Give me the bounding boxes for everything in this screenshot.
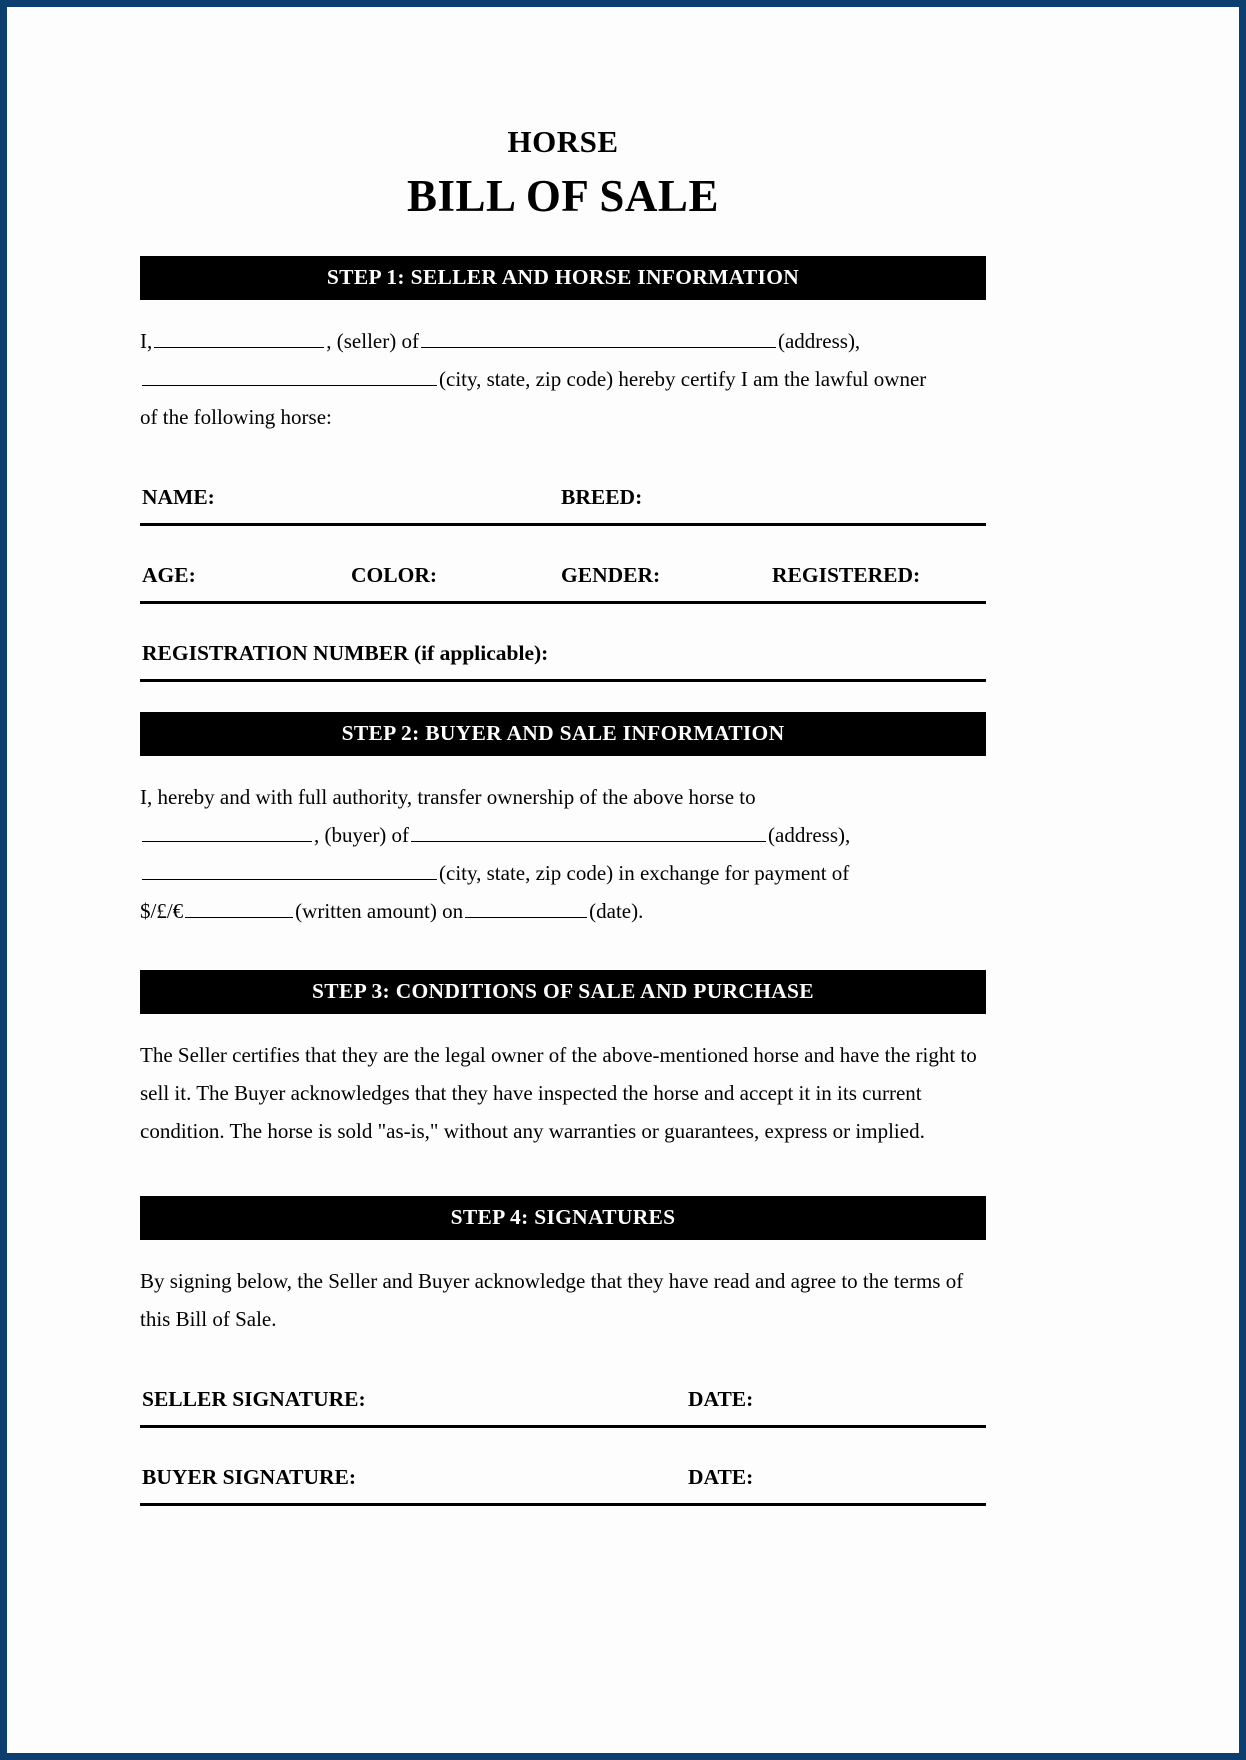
step1-line-3: of the following horse: [140,405,332,430]
section-header-step-1: STEP 1: SELLER AND HORSE INFORMATION [140,256,986,300]
field-label-seller-signature: SELLER SIGNATURE: [142,1387,366,1412]
step1-intro-paragraph [140,322,986,436]
field-label-registered: REGISTERED: [772,563,921,588]
field-label-age: AGE: [142,563,196,588]
seller-name-blank[interactable] [154,327,324,348]
document-sheet [7,7,1239,1753]
field-row-buyer-signature [140,1448,986,1506]
step1-line-1 [140,322,986,360]
buyer-label-text: , (buyer) of [314,823,410,848]
field-label-name: NAME: [142,485,215,510]
buyer-city-state-zip-blank[interactable] [142,859,437,880]
seller-intro-text: I, [140,329,153,354]
field-row-age-color-gender-registered [140,546,986,604]
seller-address-label: (address), [777,329,861,354]
buyer-address-blank[interactable] [411,821,766,842]
seller-address-blank[interactable] [421,327,776,348]
document-body [140,125,986,1506]
spacer [140,1338,986,1350]
spacer [140,1240,986,1262]
step3-body-paragraph: The Seller certifies that they are the legal owner of the above-mentioned horse and have the right to sell it. The Buyer acknowledges that they have inspected the horse and accept it in its current condition. The horse is sold "as-is," without any warranties or guarantees, express or implied. [140,1043,977,1144]
step2-line-3 [140,854,986,892]
spacer [140,756,986,778]
field-row-name-breed [140,468,986,526]
section-header-step-3: STEP 3: CONDITIONS OF SALE AND PURCHASE [140,970,986,1014]
payment-amount-blank[interactable] [185,897,293,918]
step2-paragraph [140,778,986,930]
field-label-buyer-signature: BUYER SIGNATURE: [142,1465,357,1490]
field-label-breed: BREED: [561,485,643,510]
spacer [140,300,986,322]
spacer [140,682,986,712]
step2-line-2 [140,816,986,854]
seller-city-state-zip-blank[interactable] [142,365,437,386]
currency-symbols-text: $/£/€ [140,899,184,924]
spacer [140,436,986,448]
buyer-city-label: (city, state, zip code) in exchange for payment of [439,861,850,886]
written-amount-label: (written amount) on [295,899,464,924]
step2-line-4 [140,892,986,930]
step1-line-2 [140,360,986,398]
field-label-gender: GENDER: [561,563,661,588]
field-label-color: COLOR: [351,563,437,588]
spacer [140,1150,986,1196]
step2-line-1: I, hereby and with full authority, transfer ownership of the above horse to [140,785,756,810]
seller-city-label: (city, state, zip code) hereby certify I am the lawful owner [439,367,927,392]
section-header-step-2: STEP 2: BUYER AND SALE INFORMATION [140,712,986,756]
buyer-name-blank[interactable] [142,821,312,842]
field-row-seller-signature [140,1370,986,1428]
buyer-address-label: (address), [768,823,851,848]
section-header-step-4: STEP 4: SIGNATURES [140,1196,986,1240]
document-title-subject: HORSE [507,124,619,159]
field-label-registration-number: REGISTRATION NUMBER (if applicable): [142,641,549,666]
document-title-main: BILL OF SALE [407,171,719,222]
spacer [140,930,986,970]
payment-date-blank[interactable] [465,897,587,918]
spacer [140,1014,986,1036]
field-row-registration-number [140,624,986,682]
field-label-seller-date: DATE: [688,1387,754,1412]
step4-body-paragraph: By signing below, the Seller and Buyer acknowledge that they have read and agree to the terms of this Bill of Sale. [140,1269,964,1332]
field-label-buyer-date: DATE: [688,1465,754,1490]
date-label: (date). [589,899,644,924]
seller-label-text: , (seller) of [326,329,419,354]
